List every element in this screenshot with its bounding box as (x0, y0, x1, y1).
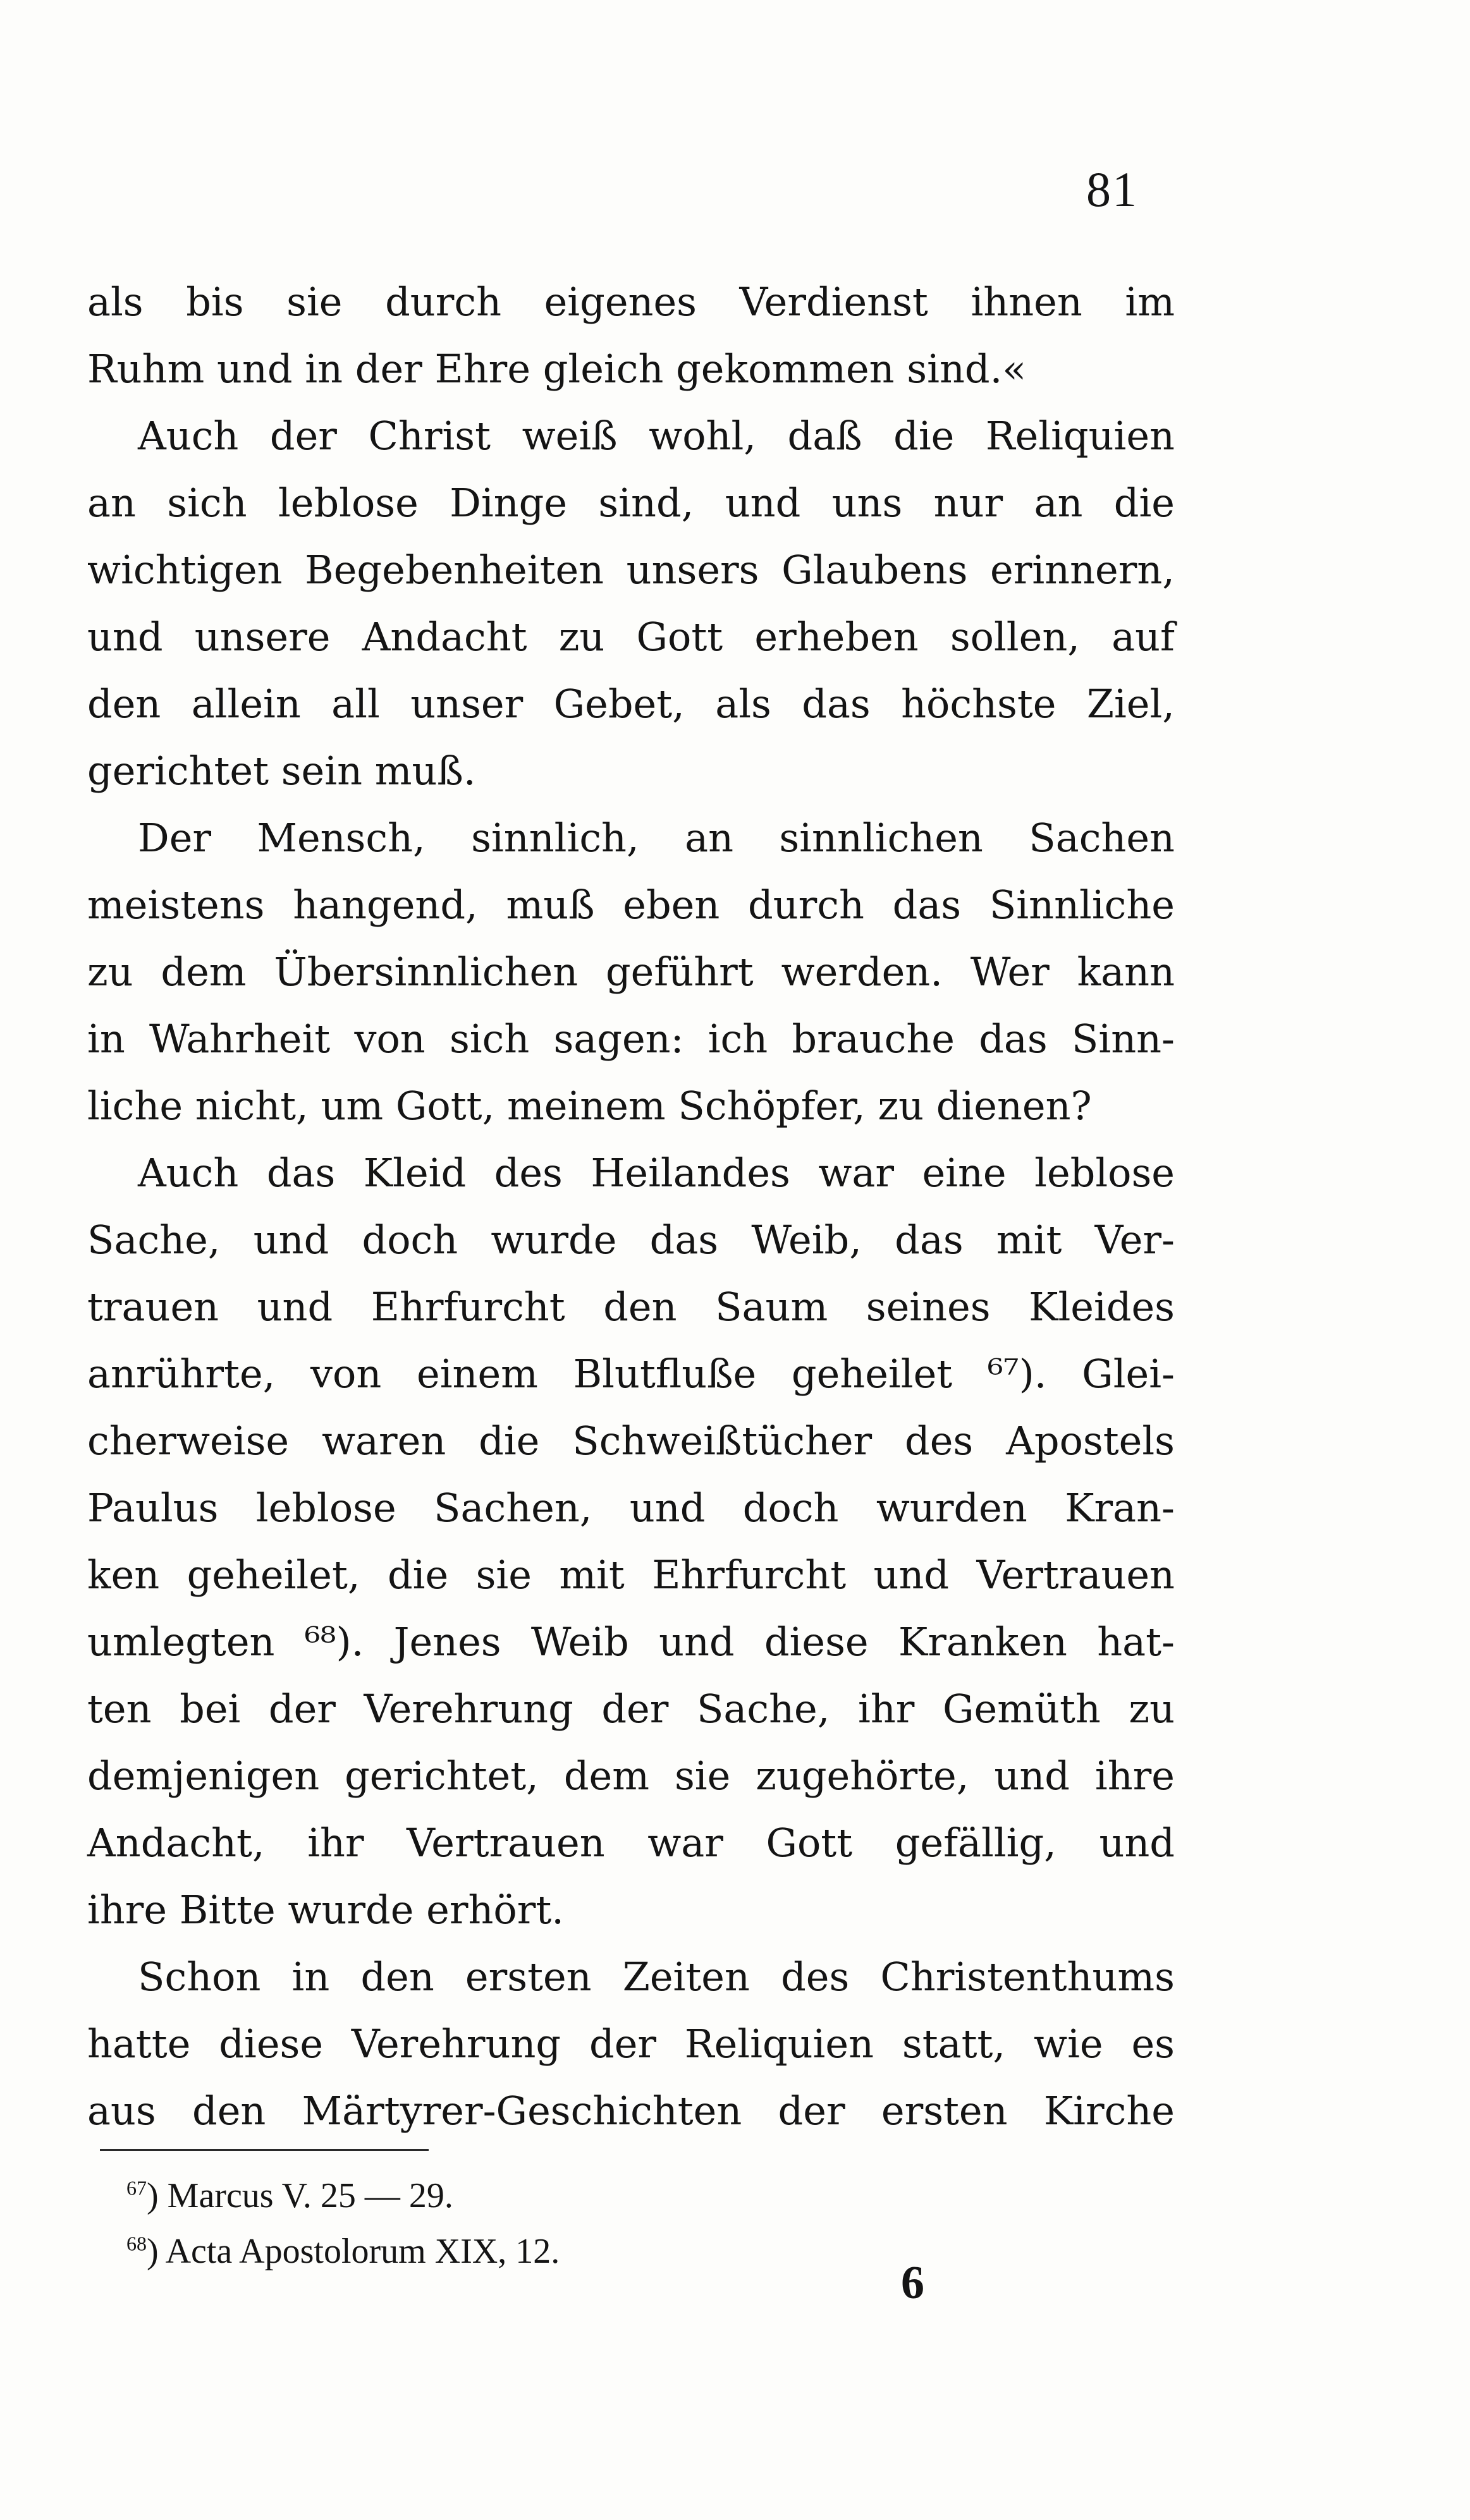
text-line: Paulus leblose Sachen, und doch wurden Kran- (87, 1485, 1175, 1531)
footnote-text: Acta Apostolorum XIX, 12. (165, 2232, 560, 2271)
text-line: ken geheilet, die sie mit Ehrfurcht und Vertrauen (87, 1552, 1175, 1598)
text-line: und unsere Andacht zu Gott erheben sollen, auf (87, 614, 1175, 660)
text-line: ihre Bitte wurde erhört. (87, 1887, 564, 1933)
text-line: als bis sie durch eigenes Verdienst ihnen im (87, 279, 1175, 325)
text-line: demjenigen gerichtet, dem sie zugehörte, und ihre (87, 1753, 1175, 1799)
text-line: Der Mensch, sinnlich, an sinnlichen Sachen (138, 815, 1175, 861)
text-line: an sich leblose Dinge sind, und uns nur an die (87, 480, 1175, 526)
footnotes (126, 2168, 1075, 2279)
footnote-67: $^{67}$) Marcus V. 25 — 29. (126, 2176, 453, 2215)
text-line: aus den Märtyrer-Geschichten der ersten Kirche (87, 2088, 1175, 2134)
text-line: Schon in den ersten Zeiten des Christenthums (138, 1954, 1175, 2000)
footnote-rule (100, 2149, 429, 2151)
text-line: anrührte, von einem Blutfluße geheilet ⁶⁷). Glei- (87, 1351, 1175, 1397)
text-line: Auch das Kleid des Heilandes war eine leblose (138, 1150, 1175, 1196)
text-line: trauen und Ehrfurcht den Saum seines Kleides (87, 1284, 1175, 1330)
footnote-mark: 68 (126, 2232, 147, 2255)
body-text (87, 269, 1175, 2145)
text-line: in Wahrheit von sich sagen: ich brauche das Sinn- (87, 1016, 1175, 1062)
text-line: meistens hangend, muß eben durch das Sinnliche (87, 882, 1175, 928)
footnote-68: $^{68}$) Acta Apostolorum XIX, 12. (126, 2232, 560, 2271)
text-line: liche nicht, um Gott, meinem Schöpfer, zu dienen? (87, 1083, 1092, 1129)
text-line: Sache, und doch wurde das Weib, das mit Ver- (87, 1217, 1175, 1263)
text-line: ten bei der Verehrung der Sache, ihr Gemüth zu (87, 1686, 1175, 1732)
text-line: Auch der Christ weiß wohl, daß die Reliquien (138, 413, 1175, 459)
text-line: wichtigen Begebenheiten unsers Glaubens erinnern, (87, 547, 1175, 593)
text-line: gerichtet sein muß. (87, 748, 476, 794)
text-line: umlegten ⁶⁸). Jenes Weib und diese Kranken hat- (87, 1619, 1175, 1665)
text-line: Ruhm und in der Ehre gleich gekommen sind.« (87, 346, 1027, 392)
text-line: den allein all unser Gebet, als das höchste Ziel, (87, 681, 1175, 727)
text-line: zu dem Übersinnlichen geführt werden. Wer kann (87, 949, 1175, 995)
text-line: Andacht, ihr Vertrauen war Gott gefällig, und (87, 1820, 1175, 1866)
page-number: 81 (1086, 162, 1138, 217)
text-line: cherweise waren die Schweißtücher des Apostels (87, 1418, 1175, 1464)
signature-mark: 6 (901, 2257, 924, 2309)
footnote-text: Marcus V. 25 — 29. (167, 2176, 453, 2215)
footnote-mark: 67 (126, 2176, 147, 2200)
text-line: hatte diese Verehrung der Reliquien statt, wie es (87, 2021, 1175, 2067)
